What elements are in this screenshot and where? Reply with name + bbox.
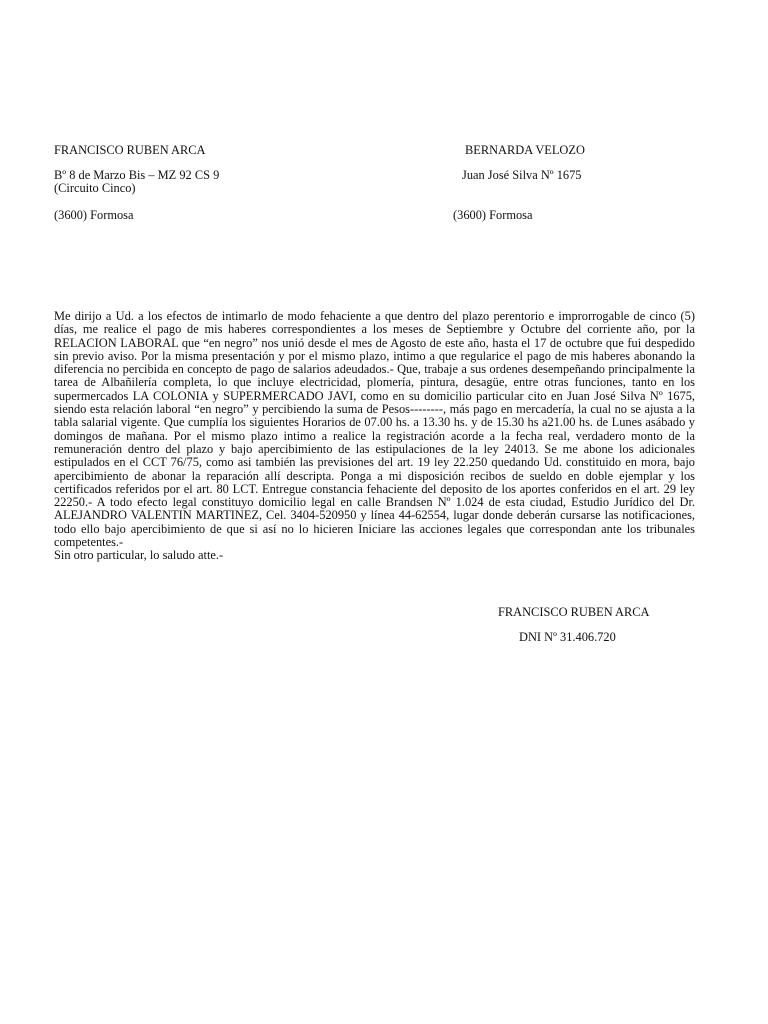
- letter-paragraph: Me dirijo a Ud. a los efectos de intimarlo de modo fehaciente a que dentro del plazo perentorio e improrrogable de cinco (5) días, me realice el pago de mis haberes correspondientes a los meses de Septiembre y Octubre del corriente año, por la RELACION LABORAL que “en negro” nos unió desde el mes de Agosto de este año, hasta el 17 de octubre que fui despedido sin previo aviso. Por la misma presentación y por el mismo plazo, intimo a que regularice el pago de mis haberes abonando la diferencia no percibida en concepto de pago de salarios adeudados.- Que, trabaje a sus ordenes desempeñando principalmente la tarea de Albañilería completa, lo que incluye electricidad, plomería, pintura, desagüe, entre otras funciones, tanto en los supermercados LA COLONIA y SUPERMERCADO JAVI, como en su domicilio particular cito en Juan José Silva Nº 1675, siendo esta relación laboral “en negro” y percibiendo la suma de Pesos--------, más pago en mercadería, la cual no se ajusta a la tabla salarial vigente. Que cumplía los siguientes Horarios de 07.00 hs. a 13.30 hs. y de 15.30 hs a21.00 hs. de Lunes asábado y domingos de mañana. Por el mismo plazo intimo a realice la registración acorde a la fecha real, verdadero monto de la remuneración dentro del plazo y bajo apercibimiento de las estipulaciones de la ley 24013. Se me abone los adicionales estipulados en el CCT 76/75, como asi también las previsiones del art. 19 ley 22.250 quedando Ud. constituido en mora, bajo apercibimiento de abonar la reparación allí descripta. Ponga a mi disposición recibos de sueldo en doble ejemplar y los certificados referidos por el art. 80 LCT. Entregue constancia fehaciente del deposito de los aportes conferidos en el art. 29 ley 22250.- A todo efecto legal constituyo domicilio legal en calle Brandsen Nº 1.024 de esta ciudad, Estudio Jurídico del Dr. ALEJANDRO VALENTIN MARTINEZ, Cel. 3404-520950 y línea 44-62554, lugar donde deberán cursarse las notificaciones, todo ello bajo apercibimiento de que si así no lo hicieren Iniciare las acciones legales que correspondan ante los tribunales competentes.-: [54, 309, 695, 550]
- sender-address-line1: Bº 8 de Marzo Bis – MZ 92 CS 9: [54, 168, 220, 182]
- signature-name: FRANCISCO RUBEN ARCA: [498, 605, 650, 619]
- letter-closing: Sin otro particular, lo saludo atte.-: [54, 548, 224, 563]
- signature-dni: DNI Nº 31.406.720: [519, 630, 616, 644]
- sender-address-line2: (Circuito Cinco): [54, 181, 136, 195]
- letter-body: [54, 310, 695, 563]
- sender-city: (3600) Formosa: [54, 208, 134, 222]
- recipient-city: (3600) Formosa: [453, 208, 533, 222]
- recipient-name: BERNARDA VELOZO: [465, 143, 585, 157]
- recipient-address: Juan José Silva Nº 1675: [462, 168, 582, 182]
- sender-name: FRANCISCO RUBEN ARCA: [54, 143, 206, 157]
